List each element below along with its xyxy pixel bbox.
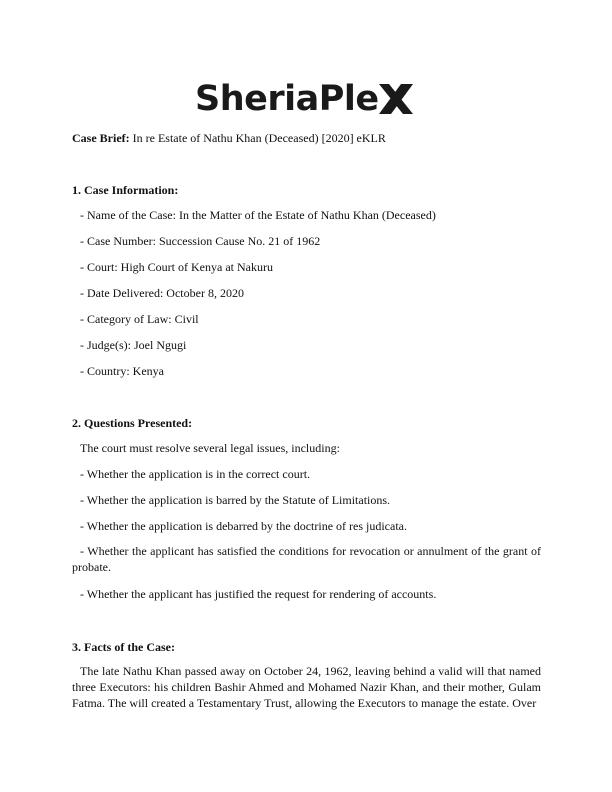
facts-paragraph: The late Nathu Khan passed away on October 24, 1962, leaving behind a valid will that named three Executors: his children Bashir Ahmed and Mohamed Nazir Khan, and their mother, Gulam Fatma. The will created a Testamentary Trust, allowing the Executors to manage the estate. Over bbox=[72, 664, 541, 710]
case-info-item: - Country: Kenya bbox=[80, 364, 164, 378]
question-item: - Whether the application is in the correct court. bbox=[80, 467, 311, 481]
case-info-item: - Category of Law: Civil bbox=[80, 312, 199, 326]
case-info-item: - Judge(s): Joel Ngugi bbox=[80, 338, 187, 352]
case-info-item: - Name of the Case: In the Matter of the Estate of Nathu Khan (Deceased) bbox=[80, 208, 436, 222]
section-1-heading: 1. Case Information: bbox=[72, 183, 179, 197]
case-info-item: - Case Number: Succession Cause No. 21 of 1962 bbox=[80, 234, 321, 248]
logo-wordmark: SheriaPle bbox=[195, 79, 379, 119]
case-info-item: - Court: High Court of Kenya at Nakuru bbox=[80, 260, 273, 274]
case-brief-label: Case Brief: bbox=[72, 131, 130, 145]
questions-intro: The court must resolve several legal issues, including: bbox=[80, 441, 340, 455]
case-brief-name: In re Estate of Nathu Khan (Deceased) [2020] eKLR bbox=[132, 131, 386, 145]
case-brief-title bbox=[72, 131, 386, 145]
question-item: - Whether the applicant has justified the request for rendering of accounts. bbox=[80, 587, 437, 601]
case-info-item: - Date Delivered: October 8, 2020 bbox=[80, 286, 244, 300]
section-3-heading: 3. Facts of the Case: bbox=[72, 640, 175, 654]
question-item: - Whether the applicant has satisfied the conditions for revocation or annulment of the grant of probate. bbox=[72, 544, 541, 574]
question-item: - Whether the application is debarred by the doctrine of res judicata. bbox=[80, 519, 407, 533]
logo-x-icon bbox=[377, 82, 415, 116]
question-item: - Whether the application is barred by the Statute of Limitations. bbox=[80, 493, 391, 507]
sheriaplex-logo bbox=[195, 76, 420, 122]
section-2-heading: 2. Questions Presented: bbox=[72, 416, 193, 430]
